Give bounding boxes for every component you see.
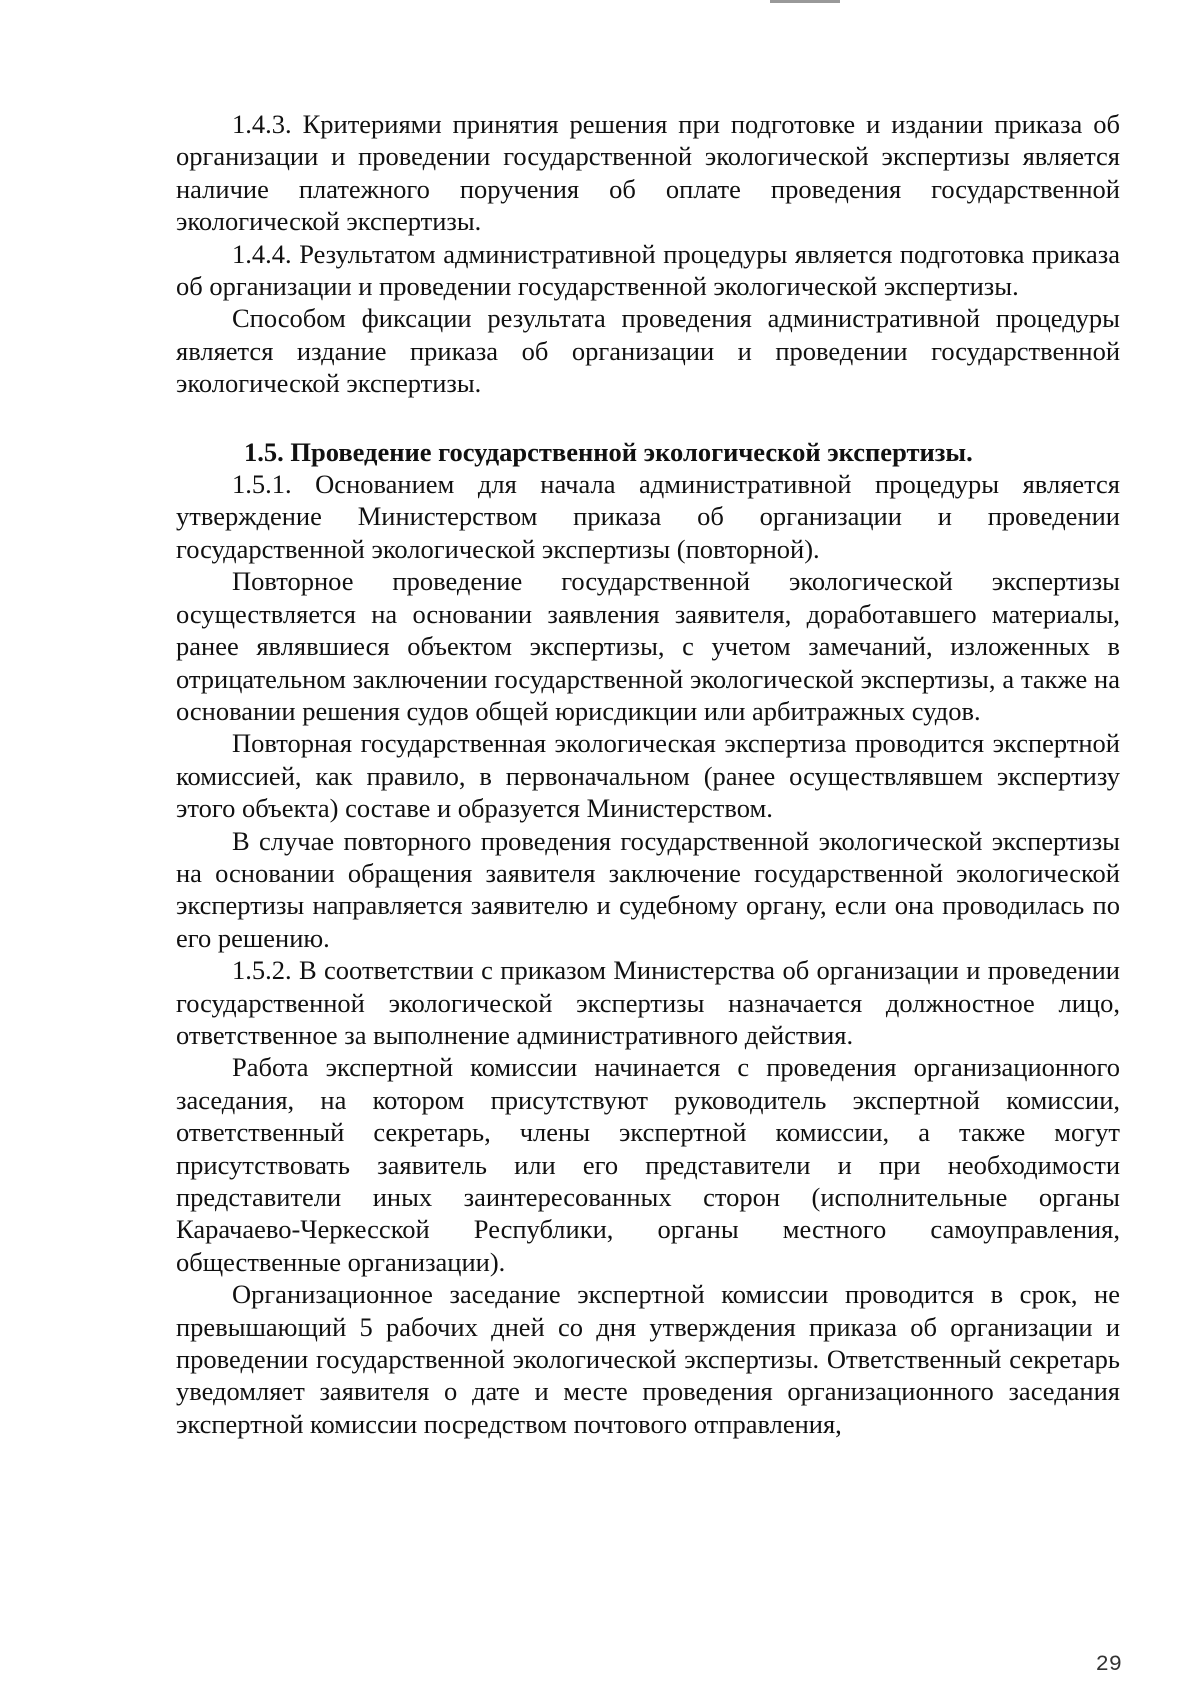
document-page bbox=[176, 108, 1120, 1440]
paragraph-1-4-4: 1.4.4. Результатом административной процедуры является подготовка приказа об организации и проведении государственной экологической экспертизы. bbox=[176, 238, 1120, 302]
paragraph-1-4-3: 1.4.3. Критериями принятия решения при подготовке и издании приказа об организации и проведении государственной экологической экспертизы является наличие платежного поручения об оплате проведения государственной экологической экспертизы. bbox=[176, 109, 1120, 237]
paragraph-commission-work: Работа экспертной комиссии начинается с проведения организационного заседания, на котором присутствуют руководитель экспертной комиссии, ответственный секретарь, члены экспертной комиссии, а также могут присутствовать заявитель или его представители и при необходимости представители иных заинтересованных сторон (исполнительные органы Карачаево-Черкесской Республики, органы местного самоуправления, общественные организации). bbox=[176, 1052, 1120, 1277]
paragraph-organizational-meeting: Организационное заседание экспертной комиссии проводится в срок, не превышающий 5 рабочих дней со дня утверждения приказа об организации и проведении государственной экологической экспертизы. Ответственный секретарь уведомляет заявителя о дате и месте проведения организационного заседания экспертной комиссии посредством почтового отправления, bbox=[176, 1279, 1120, 1439]
page-number: 29 bbox=[1095, 1652, 1122, 1677]
paragraph-repeat-conclusion: В случае повторного проведения государственной экологической экспертизы на основании обращения заявителя заключение государственной экологической экспертизы направляется заявителю и судебному органу, если она проводилась по его решению. bbox=[176, 825, 1120, 953]
section-heading-1-5: 1.5. Проведение государственной экологической экспертизы. bbox=[244, 436, 973, 467]
paragraph-repeat-commission: Повторная государственная экологическая экспертиза проводится экспертной комиссией, как правило, в первоначальном (ранее осуществлявшем экспертизу этого объекта) составе и образуется Министерством. bbox=[176, 728, 1120, 824]
paragraph-1-5-2: 1.5.2. В соответствии с приказом Министерства об организации и проведении государственной экологической экспертизы назначается должностное лицо, ответственное за выполнение административного действия. bbox=[176, 955, 1120, 1050]
paragraph-fixation-method: Способом фиксации результата проведения административной процедуры является издание приказа об организации и проведении государственной экологической экспертизы. bbox=[176, 303, 1120, 399]
paragraph-1-5-1: 1.5.1. Основанием для начала административной процедуры является утверждение Министерством приказа об организации и проведении государственной экологической экспертизы (повторной). bbox=[176, 469, 1120, 564]
scan-artifact-mark bbox=[770, 0, 840, 3]
paragraph-repeat-expertise: Повторное проведение государственной экологической экспертизы осуществляется на основании заявления заявителя, доработавшего материалы, ранее являвшиеся объектом экспертизы, с учетом замечаний, изложенных в отрицательном заключении государственной экологической экспертизы, а также на основании решения судов общей юрисдикции или арбитражных судов. bbox=[176, 566, 1120, 726]
